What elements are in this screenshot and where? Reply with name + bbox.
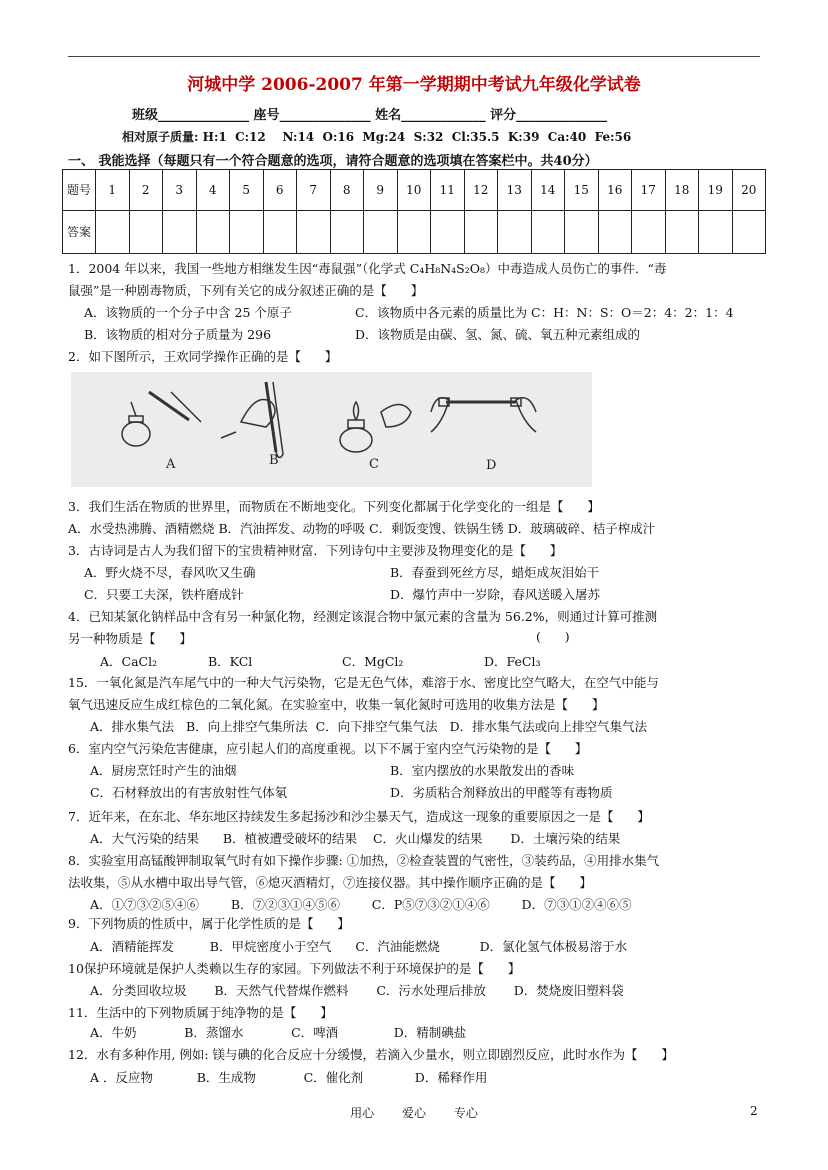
- question-11: 11．生活中的下列物质属于纯净物的是【 】: [68, 1005, 333, 1020]
- answer-cell[interactable]: [531, 211, 565, 254]
- answer-cell[interactable]: [498, 211, 532, 254]
- q1-option-a: A．该物质的一个分子中含 25 个原子: [84, 305, 292, 320]
- answer-cell[interactable]: [297, 211, 331, 254]
- question-8-line1: 8．实验室用高锰酸钾制取氧气时有如下操作步骤: ①加热，②检查装置的气密性，③装药品，④用排水集气: [68, 853, 660, 868]
- q11-options: A．牛奶 B．蒸馏水 C．啤酒 D．精制碘盐: [90, 1025, 467, 1040]
- figure-label-c: C: [369, 457, 379, 472]
- q15-options: A．排水集气法 B．向上排空气集所法 C．向下排空气集气法 D．排水集气法或向上排空气集气法: [90, 719, 648, 734]
- qnum-cell: 10: [397, 170, 431, 211]
- answer-cell[interactable]: [263, 211, 297, 254]
- question-12: 12．水有多种作用, 例如: 镁与碘的化合反应十分缓慢，若滴入少量水，则立即剧烈反应，此时水作为【 】: [68, 1047, 674, 1062]
- score-label: 评分: [490, 108, 517, 123]
- qnum-cell: 7: [297, 170, 331, 211]
- qnum-cell: 8: [330, 170, 364, 211]
- question-6: 6．室内空气污染危害健康，应引起人们的高度重视。以下不属于室内空气污染物的是【 】: [68, 741, 588, 756]
- question-7: 7．近年来，在东北、华东地区持续发生多起扬沙和沙尘暴天气，造成这一现象的重要原因之一是【 】: [68, 809, 650, 824]
- question-1-line1: 1．2004 年以来，我国一些地方相继发生因“毒鼠强”（化学式 C₄H₈N₄S₂O₈）中毒造成人员伤亡的事件．“毒: [68, 261, 667, 276]
- figure-label-b: B: [269, 453, 279, 468]
- answer-cell[interactable]: [632, 211, 666, 254]
- answer-cell[interactable]: [431, 211, 465, 254]
- q1-option-c: C．该物质中各元素的质量比为 C：H：N：S：O＝2：4：2：1：4: [355, 305, 734, 320]
- q4-option-c: C．MgCl₂: [342, 654, 404, 669]
- question-4-line1: 4．已知某氯化钠样品中含有另一种氯化物，经测定该混合物中氯元素的含量为 56.2%，则通过计算可推测: [68, 609, 658, 624]
- q3b-option-c: C．只要工夫深，铁杵磨成针: [84, 587, 244, 602]
- answer-cell[interactable]: [330, 211, 364, 254]
- answer-header: 答案: [63, 211, 96, 254]
- answer-cell[interactable]: [665, 211, 699, 254]
- answer-cell[interactable]: [699, 211, 733, 254]
- qnum-cell: 5: [230, 170, 264, 211]
- q7-options: A．大气污染的结果 B．植被遭受破坏的结果 C．火山爆发的结果 D．土壤污染的结果: [90, 831, 621, 846]
- qnum-cell: 3: [163, 170, 197, 211]
- q10-options: A．分类回收垃圾 B．天然气代替煤作燃料 C．污水处理后排放 D．焚烧废旧塑料袋: [90, 983, 624, 998]
- qnum-cell: 15: [565, 170, 599, 211]
- answer-cell[interactable]: [464, 211, 498, 254]
- question-2: 2．如下图所示，王欢同学操作正确的是【 】: [68, 349, 338, 364]
- qnum-cell: 20: [732, 170, 766, 211]
- question-number-row: [63, 170, 766, 211]
- q6-option-c: C．石材释放出的有害放射性气体氡: [90, 785, 288, 800]
- q4-option-a: A．CaCl₂: [100, 654, 158, 669]
- question-15-line1: 15．一氧化氮是汽车尾气中的一种大气污染物，它是无色气体，难溶于水、密度比空气略大，在空气中能与: [68, 675, 659, 690]
- answer-cell[interactable]: [163, 211, 197, 254]
- qnum-cell: 17: [632, 170, 666, 211]
- figure-label-d: D: [486, 458, 497, 473]
- qnum-cell: 19: [699, 170, 733, 211]
- section-heading: 一、 我能选择（每题只有一个符合题意的选项，请符合题意的选项填在答案栏中。共40分）: [68, 154, 598, 169]
- q4-option-b: B．KCl: [208, 654, 253, 669]
- answer-cell[interactable]: [230, 211, 264, 254]
- qnum-cell: 18: [665, 170, 699, 211]
- footer-motto-2: 爱心: [401, 1106, 426, 1120]
- answer-cell[interactable]: [397, 211, 431, 254]
- q8-options: A．①⑦③②⑤④⑥ B．⑦②③①④⑤⑥ C．P⑤⑦③②①④⑥ D．⑦③①②④⑥⑤: [90, 897, 632, 912]
- qnum-cell: 9: [364, 170, 398, 211]
- answer-cell[interactable]: [96, 211, 130, 254]
- footer-motto-1: 用心: [350, 1106, 375, 1120]
- question-4-line2: 另一种物质是【 】: [68, 631, 192, 646]
- qnum-cell: 4: [196, 170, 230, 211]
- question-10: 10保护环境就是保护人类赖以生存的家园。下列做法不利于环境保护的是【 】: [68, 961, 521, 976]
- qnum-cell: 12: [464, 170, 498, 211]
- qnum-cell: 11: [431, 170, 465, 211]
- q3b-option-b: B．春蚕到死丝方尽，蜡炬成灰泪始干: [390, 565, 600, 580]
- question-1-line2: 鼠强”是一种剧毒物质，下列有关它的成分叙述正确的是【 】: [68, 283, 424, 298]
- qnum-cell: 16: [598, 170, 632, 211]
- atomic-masses: 相对原子质量: H:1 C:12 N:14 O:16 Mg:24 S:32 Cl:35.5 K:39 Ca:40 Fe:56: [122, 130, 632, 144]
- header-rule: [68, 56, 760, 57]
- answer-cell[interactable]: [364, 211, 398, 254]
- answer-cell[interactable]: [565, 211, 599, 254]
- footer: [0, 1104, 828, 1121]
- page-number: 2: [750, 1104, 758, 1118]
- question-8-line2: 法收集，⑤从水槽中取出导气管，⑥熄灭酒精灯，⑦连接仪器。其中操作顺序正确的是【 】: [68, 875, 592, 890]
- seat-label: 座号: [253, 108, 280, 123]
- name-label: 姓名: [375, 108, 402, 123]
- lab-operations-figure: [71, 372, 592, 487]
- question-3b: 3．古诗词是古人为我们留下的宝贵精神财富．下列诗句中主要涉及物理变化的是【 】: [68, 543, 563, 558]
- q6-option-a: A．厨房烹饪时产生的油烟: [90, 763, 237, 778]
- q9-options: A．酒精能挥发 B．甲烷密度小于空气 C．汽油能燃烧 D．氯化氢气体极易溶于水: [90, 939, 628, 954]
- q12-options: A ．反应物 B．生成物 C．催化剂 D．稀释作用: [90, 1070, 488, 1085]
- footer-motto-3: 专心: [453, 1106, 478, 1120]
- answer-cell[interactable]: [732, 211, 766, 254]
- answer-table: [62, 169, 766, 254]
- qnum-cell: 6: [263, 170, 297, 211]
- qnum-cell: 13: [498, 170, 532, 211]
- question-number-header: 题号: [63, 170, 96, 211]
- qnum-cell: 1: [96, 170, 130, 211]
- question-3: 3．我们生活在物质的世界里，而物质在不断地变化。下列变化都属于化学变化的一组是【 】: [68, 499, 600, 514]
- q6-option-b: B．室内摆放的水果散发出的香味: [390, 763, 575, 778]
- answer-row: [63, 211, 766, 254]
- q6-option-d: D．劣质粘合剂释放出的甲醛等有毒物质: [390, 785, 613, 800]
- figure-label-a: A: [166, 457, 176, 472]
- student-info-line: 班级______________ 座号______________ 姓名_____________ 评分______________: [132, 108, 608, 123]
- class-label: 班级: [132, 108, 159, 123]
- q4-option-d: D．FeCl₃: [484, 654, 541, 669]
- q1-option-d: D．该物质是由碳、氢、氮、硫、氧五种元素组成的: [355, 327, 641, 342]
- question-15-line2: 氧气迅速反应生成红棕色的二氧化氮。在实验室中，收集一氧化氮时可选用的收集方法是【 】: [68, 697, 605, 712]
- question-9: 9．下列物质的性质中，属于化学性质的是【 】: [68, 916, 350, 931]
- qnum-cell: 2: [129, 170, 163, 211]
- q3-options: A．水受热沸腾、酒精燃烧 B．汽油挥发、动物的呼吸 C．剩饭变馊、铁锅生锈 D．玻璃破碎、桔子榨成汁: [68, 521, 656, 536]
- page-title: 河城中学 2006-2007 年第一学期期中考试九年级化学试卷: [187, 75, 641, 95]
- q3b-option-d: D．爆竹声中一岁除，春风送暖入屠苏: [390, 587, 601, 602]
- q3b-option-a: A．野火烧不尽，春风吹又生确: [84, 565, 256, 580]
- answer-cell[interactable]: [598, 211, 632, 254]
- lab-operations-svg: [71, 372, 592, 487]
- q1-option-b: B．该物质的相对分子质量为 296: [84, 327, 272, 342]
- qnum-cell: 14: [531, 170, 565, 211]
- answer-cell[interactable]: [129, 211, 163, 254]
- answer-cell[interactable]: [196, 211, 230, 254]
- q4-answer-paren: ( ): [536, 629, 570, 644]
